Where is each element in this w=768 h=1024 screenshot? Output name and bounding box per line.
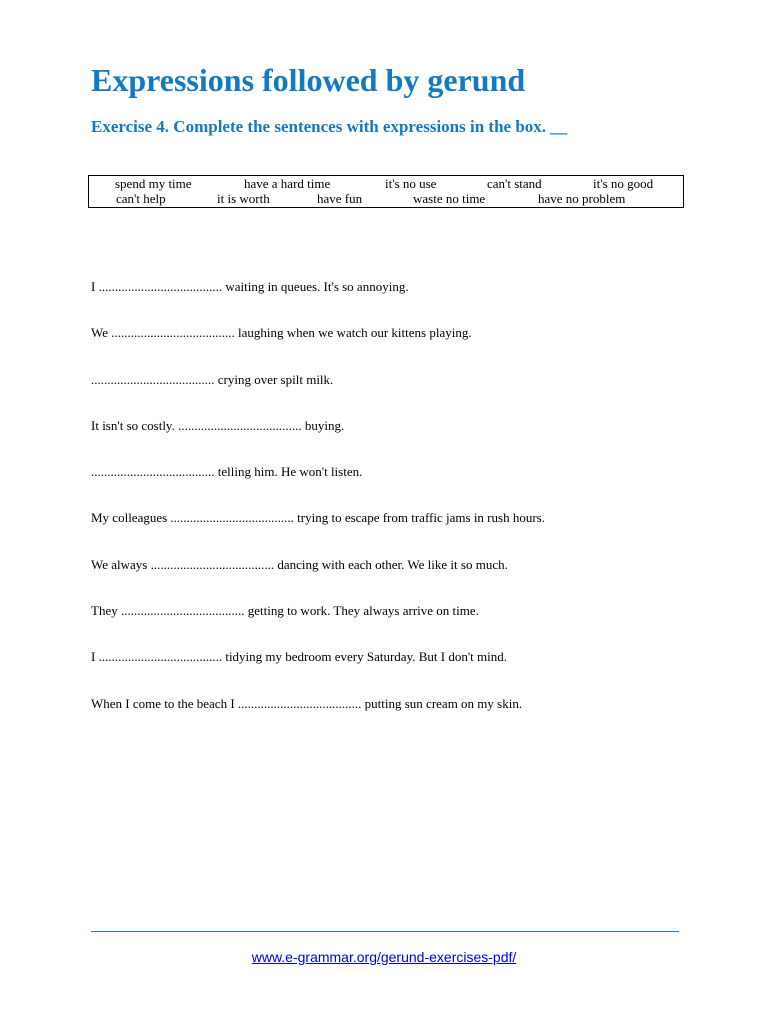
word-box-item: have a hard time bbox=[244, 176, 331, 191]
word-box-row-1 bbox=[89, 176, 683, 191]
word-box-item: waste no time bbox=[413, 191, 486, 206]
sentence-item: We always ...................................... dancing with each other. We like it so much. bbox=[91, 556, 508, 572]
word-box-item: have no problem bbox=[538, 191, 626, 206]
word-box-item: it is worth bbox=[217, 191, 270, 206]
sentence-item: ...................................... crying over spilt milk. bbox=[91, 371, 334, 387]
word-box-item: can't help bbox=[116, 191, 166, 206]
page-title: Expressions followed by gerund bbox=[91, 62, 526, 98]
footer-divider bbox=[91, 931, 679, 932]
sentence-item: When I come to the beach I ...................................... putting sun cream on my skin. bbox=[91, 695, 523, 711]
word-box-item: can't stand bbox=[487, 176, 542, 191]
sentence-item: ...................................... telling him. He won't listen. bbox=[91, 464, 363, 480]
footer-link[interactable]: www.e-grammar.org/gerund-exercises-pdf/ bbox=[251, 949, 517, 965]
sentence-item: My colleagues ...................................... trying to escape from traffic jams in rush hours. bbox=[91, 510, 545, 526]
exercise-heading: Exercise 4. Complete the sentences with expressions in the box. __ bbox=[91, 117, 568, 136]
word-box bbox=[88, 175, 684, 208]
sentence-item: We ...................................... laughing when we watch our kittens playing. bbox=[91, 325, 472, 341]
sentence-item: I ...................................... tidying my bedroom every Saturday. But I don't mind. bbox=[91, 649, 508, 665]
sentence-item: I ...................................... waiting in queues. It's so annoying. bbox=[91, 279, 409, 294]
word-box-row-2 bbox=[89, 191, 683, 206]
word-box-item: have fun bbox=[317, 191, 363, 206]
word-box-item: spend my time bbox=[115, 176, 192, 191]
sentence-list bbox=[91, 278, 545, 741]
word-box-item: it's no good bbox=[593, 176, 654, 191]
sentence-item: They ...................................... getting to work. They always arrive on time. bbox=[91, 603, 479, 619]
word-box-item: it's no use bbox=[385, 176, 437, 191]
sentence-item: It isn't so costly. ...................................... buying. bbox=[91, 417, 345, 433]
